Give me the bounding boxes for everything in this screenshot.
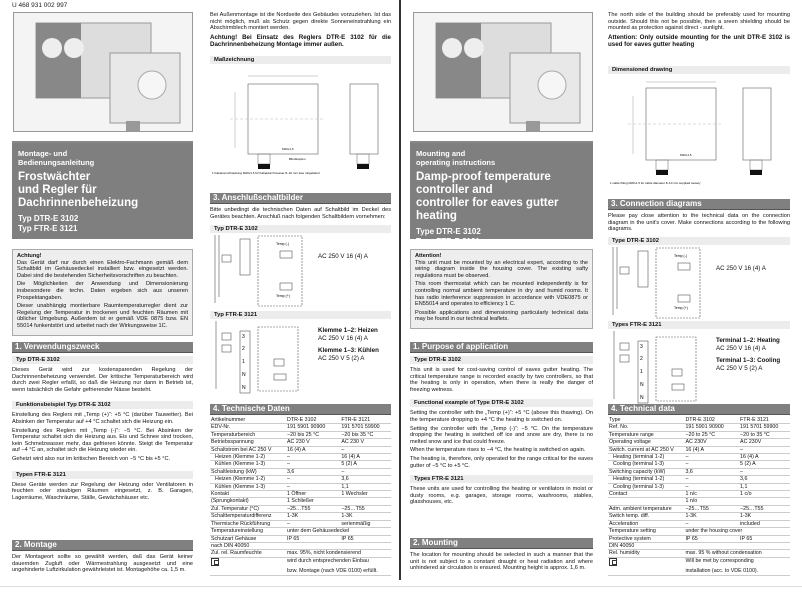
section-heading: 1. Verwendungszweck (12, 342, 193, 353)
table-row (210, 454, 391, 461)
paragraphs (12, 367, 193, 393)
row-label: Temperatureinstellung (210, 528, 286, 535)
cell-value: −25…T55 (684, 505, 739, 512)
cell-value (684, 542, 739, 549)
drawing-section-en (608, 66, 790, 197)
cell-value (340, 498, 391, 505)
paragraph: The location for mounting should be selected in such a manner that the unit is not subject to a constant draught or heat radiation and where unhindered air circulation is ensured. Mounting height is approx. 1,6 m. (410, 552, 593, 572)
subheading: Typ DTR-E 3102 (12, 356, 193, 364)
table-row (210, 431, 391, 438)
paragraph: Die Möglichkeiten der Anwendung und Dimensionierung insbesondere die techn. Daten ergeben sich aus unseren Prospektangaben. (17, 281, 188, 301)
paragraph: This unit must be mounted by an electrical expert, according to the wiring diagram inside the housing cover. The existing safty regulations must be observed. (415, 259, 588, 279)
table-row (608, 520, 790, 527)
table-row (210, 461, 391, 468)
subheading: Funktionsbeispiel Typ DTR-E 3102 (12, 401, 193, 409)
product-photo-en (413, 12, 593, 132)
paragraph: When the temperature rises to −4 °C, the heating is switched on again. (410, 447, 586, 454)
subheading: Maßzeichnung (210, 56, 391, 64)
row-label: Cooling (terminal 1-3) (608, 483, 684, 490)
paragraphs (608, 213, 790, 233)
doc-title: Damp-proof temperature controller and controller for eaves gutter heating (416, 171, 559, 222)
table-row (210, 513, 391, 520)
paragraph: Einstellung des Reglers mit „Temp (+)“: +5 °C (darüber Tauwetter). Bei Absinken der Temperatur auf +4 °C schaltet sich die Heizung ein. (12, 412, 193, 425)
table-row (210, 424, 391, 431)
cell-value: 1-3K (286, 513, 340, 520)
cell-value: IP 65 (286, 535, 340, 542)
cell-value: 1-3K (340, 513, 391, 520)
cell-value: FTR-E 3121 (739, 417, 790, 424)
svg-text:N: N (242, 372, 246, 379)
cell-value: – (739, 446, 790, 453)
page-divider (399, 0, 401, 580)
section-techdata-en (608, 404, 790, 576)
cell-value: 191 5701 59900 (739, 424, 790, 431)
subheading: Typen FTR-E 3121 (12, 471, 193, 479)
section-mounting (12, 540, 193, 576)
dimension-drawing (608, 74, 790, 194)
section-purpose-en (410, 342, 593, 508)
table-row (608, 528, 790, 535)
subheading: Types FTR-E 3121 (410, 475, 593, 483)
doc-subtitle: Mounting and operating instructions (416, 149, 496, 167)
subheading: Typ DTR-E 3102 (210, 225, 391, 233)
table-row (210, 417, 391, 424)
cell-value: 3,6 (286, 468, 340, 475)
cell-value: DTR-E 3102 (684, 417, 739, 424)
cell-value: – (286, 461, 340, 468)
paragraph: Dieses Gerät wird zur kostensparenden Regelung der Dachrinnenbeheizung verwendet. Der kritische Temperaturbereich wird durch zwei Regler erfaßt, so daß die Heizung nur dann in Betrieb ist, wenn tatsächlich die Gefahr gefrierender Nässe besteht. (12, 367, 193, 393)
cell-value: 1-3K (684, 513, 739, 520)
cell-value: 1 Schließer (286, 498, 340, 505)
cell-value: −25…T55 (340, 505, 391, 512)
paragraph: These units are used for controlling the heating or ventilators in moist or dusty rooms, e.g. garages, storage rooms, washrooms, stables, glasshouses, etc. (410, 486, 593, 506)
table-row (608, 550, 790, 557)
cell-value: −20 bis 25 °C (286, 431, 340, 438)
paragraph: This room thermostat which can be mounted independently is for controlling normal ambient temperature in dry and humid rooms. It has radio interference suppression in accordance with VDE0875 or EN55014 and operates to efficiency 1 C. (415, 281, 588, 308)
row-label (210, 568, 286, 575)
cell-value: – (684, 461, 739, 468)
wiring-diagram-dtr (210, 233, 310, 311)
doc-title: Frostwächter und Regler für Dachrinnenbeheizung (18, 171, 139, 209)
table-row (210, 505, 391, 512)
paragraph: Attention: Only outside mounting for the unit DTR-E 3102 is used for eaves gutter heating (608, 33, 790, 48)
cell-value: 1 Wechsler (340, 491, 391, 498)
cell-value: 1 c/o (739, 491, 790, 498)
cell-value: 3,6 (684, 468, 739, 475)
row-label: Betriebsspannung (210, 439, 286, 446)
row-label: Type (608, 417, 684, 424)
paragraph: Setting the controller with the „Temp (+)“: +5 °C (above this thawing). On the temperature dropping to +4 °C the heating is switched on. (410, 410, 593, 423)
cell-value: – (286, 454, 340, 461)
row-label: Ref. No. (608, 424, 684, 431)
doc-types: Type DTR-E 3102 Type FTR-E 3121 (416, 227, 481, 246)
cell-value: 1-3K (739, 513, 790, 520)
doc-subtitle: Montage- und Bedienungsanleitung (18, 149, 95, 167)
row-label: Zul. rel. Raumfeuchte (210, 550, 286, 557)
cell-value: IP 65 (739, 535, 790, 542)
paragraphs (410, 410, 593, 469)
svg-text:1: 1 (242, 359, 245, 366)
cell-value: 16 (4) A (286, 446, 340, 453)
svg-text:1 cable fitting M20x1,5 for ca: 1 cable fitting M20x1,5 for cable diameter 8–10 mm supplied loosely (610, 181, 701, 185)
table-row (608, 468, 790, 475)
cell-value: included (739, 520, 790, 527)
table-row (210, 535, 391, 542)
table-row (210, 439, 391, 446)
doc-types: Typ DTR-E 3102 Typ FTR-E 3121 (18, 214, 79, 233)
title-block-en (410, 143, 593, 246)
row-label: Heating (terminal 1-2) (608, 476, 684, 483)
cell-value: – (286, 483, 340, 490)
table-row (210, 557, 391, 568)
svg-text:Temp (+): Temp (+) (276, 294, 290, 299)
cell-value: 191 5701 59900 (340, 424, 391, 431)
terminal-specs: Klemme 1–2: Heizen AC 250 V 16 (4) A Klemme 1–3: Kühlen AC 250 V 5 (2) A (318, 327, 379, 363)
table-row (608, 557, 790, 568)
cell-value: max. 95 % without condensation (684, 550, 790, 557)
svg-text:1 Kabelverschraubung M20x1,5 f: 1 Kabelverschraubung M20x1,5 für Kabeldurchmesser 8–10 mm lose mitgeliefert (212, 171, 320, 175)
row-label: Schutzart Gehäuse (210, 535, 286, 542)
row-label: Zul. Temperatur (°C) (210, 505, 286, 512)
attention-heading: Attention! (415, 253, 442, 259)
paragraph: This unit is used for cost-saving control of eaves gutter heating. The critical temperature range is recorded exactly by two controllers, so that the heating is only in operation, when there is really the danger of freezing wetness. (410, 367, 593, 393)
section-heading: 2. Montage (12, 540, 193, 551)
wiring-dtr (608, 245, 790, 321)
paragraph: Bei Außenmontage ist die Nordseite des Gebäudes vorzuziehen. Ist das nicht möglich, muß als Schutz gegen direkte Sonneneinstrahlung ein Abschirmblech montiert werden. (210, 12, 391, 32)
row-label: Temperaturbereich (210, 431, 286, 438)
spec-dtr: AC 250 V 16 (4) A (318, 253, 368, 261)
section-mounting-en (410, 538, 593, 574)
wiring-ftr (210, 319, 391, 401)
subheading: Type DTR-E 3102 (608, 237, 790, 245)
ce-mark-icon (609, 558, 617, 566)
table-row (608, 483, 790, 490)
cell-value: −25…T55 (739, 505, 790, 512)
row-label: Schaltstrom bei AC 250 V (210, 446, 286, 453)
svg-text:Temp (+): Temp (+) (674, 305, 688, 310)
paragraphs (410, 552, 593, 572)
row-label: Cooling (terminal 1-3) (608, 461, 684, 468)
section-heading: 3. Connection diagrams (608, 199, 790, 210)
table-row (210, 542, 391, 549)
cell-value: bzw. Montage (nach VDE 0100) erfüllt. (286, 568, 391, 575)
cell-value (739, 542, 790, 549)
paragraph: Achtung! Bei Einsatz des Reglers DTR-E 3102 für die Dachrinnenbeheizung Montage immer außen. (210, 33, 391, 48)
table-row (608, 505, 790, 512)
table-row (210, 468, 391, 475)
svg-text:1: 1 (640, 368, 643, 375)
section-purpose (12, 342, 193, 503)
cell-value: under the housing cover (684, 528, 790, 535)
row-label: Heizen (Klemme 1-2) (210, 454, 286, 461)
cell-value: IP 65 (340, 535, 391, 542)
svg-text:2: 2 (242, 346, 245, 353)
cell-value: IP 65 (684, 535, 739, 542)
row-label: (Sprungkontakt) (210, 498, 286, 505)
cell-value: −25…T55 (286, 505, 340, 512)
row-label: Contact (608, 491, 684, 498)
cell-value: serienmäßig (340, 520, 391, 527)
svg-text:N: N (640, 381, 644, 388)
table-row (210, 476, 391, 483)
paragraphs (12, 412, 193, 462)
paragraphs (12, 554, 193, 574)
cell-value: DTR-E 3102 (286, 417, 340, 424)
table-row (608, 454, 790, 461)
svg-text:2: 2 (640, 355, 643, 362)
attention-text (415, 260, 588, 323)
paragraph: Geheizt wird also nur im kritischen Bereich von −5 °C bis +5 °C. (12, 455, 171, 462)
table-row (608, 446, 790, 453)
cell-value: 1,1 (340, 483, 391, 490)
attention-text (17, 260, 188, 330)
cell-value: 3,6 (340, 476, 391, 483)
row-label: Temperature setting (608, 528, 684, 535)
cell-value: max. 95%, nicht kondensierend (286, 550, 391, 557)
table-row (608, 476, 790, 483)
row-label: Switch. current at AC 250 V (608, 446, 684, 453)
table-row (210, 528, 391, 535)
subheading: Functional example of Type DTR-E 3102 (410, 399, 593, 407)
row-label: Kontakt (210, 491, 286, 498)
cell-value: – (684, 454, 739, 461)
subheading: Types FTR-E 3121 (608, 321, 790, 329)
cell-value: 5 (2) A (340, 461, 391, 468)
row-label: Switch temp. diff. (608, 513, 684, 520)
paragraphs (410, 486, 593, 506)
section-heading: 2. Mounting (410, 538, 593, 549)
table-row (210, 498, 391, 505)
table-row (608, 461, 790, 468)
paragraph: Setting the controller with the „Temp (-)“: −5 °C. On the temperature dropping the heating is switched off ice and snow are dry, there is no melted snow and ice that could freeze. (410, 425, 593, 445)
row-label: Adm. ambient temperature (608, 505, 684, 512)
wiring-diagram-ftr (210, 319, 310, 401)
cell-value: – (340, 468, 391, 475)
table-row (608, 424, 790, 431)
svg-text:N: N (242, 385, 246, 392)
svg-text:Temp (-): Temp (-) (276, 242, 290, 247)
row-label: EDV-Nr. (210, 424, 286, 431)
product-photo (13, 12, 193, 132)
paragraph: The heating is, therefore, only operated for the range critical for the eaves gutter of −5 °C to +5 °C. (410, 455, 593, 469)
table-row (608, 439, 790, 446)
row-label: DIN 40050 (608, 542, 684, 549)
cell-value: 191 5901 90900 (286, 424, 340, 431)
table-row (210, 568, 391, 575)
table-row (608, 431, 790, 438)
attention-heading: Achtung! (17, 253, 42, 259)
cell-value: 191 5901 90900 (684, 424, 739, 431)
wiring-diagram-ftr (608, 329, 708, 409)
document-code: U 468 931 002 997 (12, 2, 68, 9)
paragraph: Please pay close attention to the technical data on the connection diagram in the unit's cover. Make connections according to the following diagrams. (608, 213, 790, 233)
cell-value (340, 542, 391, 549)
section-techdata (210, 404, 391, 576)
section-heading: 4. Technical data (608, 404, 790, 415)
row-label: Protective system (608, 535, 684, 542)
table-row (210, 446, 391, 453)
cell-value: wird durch entsprechenden Einbau (287, 557, 369, 564)
paragraph: Diese Geräte werden zur Regelung der Heizung oder Ventilatoren in feuchten oder staubigen Räumen eingesetzt, z. B. Garagen, Lagerräume, Waschräume, Ställe, Gewächshäuser etc. (12, 481, 193, 501)
row-label: Schaltleistung (kW) (210, 468, 286, 475)
tech-data-table (608, 417, 790, 576)
table-row (608, 535, 790, 542)
paragraph: Possible applications and dimensioning particularly technical data may be found in our technical leaflets. (415, 309, 588, 323)
subheading: Typ FTR-E 3121 (210, 311, 391, 319)
section-heading: 1. Purpose of application (410, 342, 593, 353)
title-block (12, 143, 193, 239)
cell-value: unter dem Gehäusedeckel (286, 528, 391, 535)
cell-value: FTR-E 3121 (340, 417, 391, 424)
thermostat-image (14, 13, 192, 131)
row-label (608, 498, 684, 505)
cell-value: 1 Öffner (286, 491, 340, 498)
table-row (608, 417, 790, 424)
row-label (608, 557, 684, 568)
cell-value: AC 230V (739, 439, 790, 446)
row-label: Kühlen (Klemme 1-3) (210, 461, 286, 468)
subheading: Type DTR-E 3102 (410, 356, 593, 364)
cell-value: AC 230 V (286, 439, 340, 446)
tech-data-table (210, 417, 391, 576)
cell-value: – (684, 483, 739, 490)
paragraphs (410, 367, 593, 393)
terminal-specs: Terminal 1–2: Heating AC 250 V 16 (4) A Terminal 1–3: Cooling AC 250 V 5 (2) A (716, 336, 781, 372)
svg-text:Blindstopfen: Blindstopfen (289, 157, 306, 161)
cell-value: −20 to 25 °C (684, 431, 739, 438)
paragraphs (210, 207, 391, 220)
cell-value: 16 (4) A (340, 454, 391, 461)
row-label: Thermische Rückführung (210, 520, 286, 527)
row-label: Switching capacity (kW) (608, 468, 684, 475)
table-row (608, 542, 790, 549)
cell-value: 1,1 (739, 483, 790, 490)
cell-value: 1 n/o (684, 498, 739, 505)
row-label (608, 568, 684, 575)
cell-value (286, 542, 340, 549)
thermostat-image (414, 13, 592, 131)
paragraph: Dieser unabhängig montierbare Raumtemperaturregler dient zur Regelung der Temperatur in trockenen und feuchten Räumen mit üblicher Umgebung. Außerdem ist er gemäß VDE 0875 bzw. EN 55014 funkentstört und arbeitet nach der Wirkungsweise 1C. (17, 303, 188, 329)
cell-value: – (739, 468, 790, 475)
svg-text:M20x1,5: M20x1,5 (680, 153, 692, 157)
cell-value: AC 230 V (340, 439, 391, 446)
paragraph: Der Montageort sollte so gewählt werden, daß das Gerät keiner dauernden Zugluft oder Wärmestrahlung ausgesetzt und eine ungehinderte Luftzirkulation gewährleistet ist. Montagehöhe ca. 1,5 m. (12, 554, 193, 574)
row-label: Acceleration (608, 520, 684, 527)
cell-value: – (286, 520, 340, 527)
cell-value: 16 (4) A (684, 446, 739, 453)
row-label: nach DIN 40050 (210, 542, 286, 549)
bottom-rule (0, 586, 802, 587)
svg-text:3: 3 (640, 343, 643, 350)
table-row (210, 550, 391, 557)
mounting-continued-en (608, 12, 790, 50)
paragraph: Das Gerät darf nur durch einen Elektro-Fachmann gemäß dem Schaltbild im Gehäusedeckel installiert bzw. eingesetzt werden. Dabei sind die bestehenden Sicherheitsvorschriften zu beachten. (17, 259, 188, 279)
table-row (210, 520, 391, 527)
svg-text:Temp (-): Temp (-) (674, 253, 688, 258)
paragraph: Einstellung des Reglers mit „Temp (-)“: −5 °C. Bei Absinken der Temperatur schaltet sich die Heizung aus. Eis und Schnee sind trocken, kein Schmelzwasser mehr, das gefrieren könnte. Steigt die Temperatur auf −4 °C an, schaltet sich die Heizung wieder ein. (12, 427, 193, 454)
section-connection (210, 193, 391, 401)
attention-box (12, 249, 193, 336)
cell-value: – (286, 476, 340, 483)
cell-value: 16 (4) A (739, 454, 790, 461)
attention-box-en (410, 249, 593, 329)
table-row (210, 483, 391, 490)
row-label: Kühlen (Klemme 1-3) (210, 483, 286, 490)
cell-value: −20 bis 35 °C (340, 431, 391, 438)
row-label: Heizen (Klemme 1-2) (210, 476, 286, 483)
table-row (608, 513, 790, 520)
row-label: Temperature range (608, 431, 684, 438)
table-row (608, 491, 790, 498)
row-label: Rel. humidity (608, 550, 684, 557)
svg-text:N: N (640, 394, 644, 401)
dimension-drawing (210, 64, 391, 184)
row-label (210, 557, 286, 568)
cell-value (739, 498, 790, 505)
paragraph: Bitte unbedingt die technischen Daten auf Schaltbild im Deckel des Gerätes beachten. Anschluß nach folgenden Schaltbildern vornehmen: (210, 207, 391, 220)
section-heading: 4. Technische Daten (210, 404, 391, 415)
mounting-continued (210, 12, 391, 50)
cell-value: installation (acc. to VDE 0100). (684, 568, 790, 575)
svg-text:M20x1,5: M20x1,5 (282, 147, 294, 151)
row-label: Heating (terminal 1-2) (608, 454, 684, 461)
svg-text:3: 3 (242, 334, 245, 341)
cell-value: – (684, 476, 739, 483)
cell-value: 3,6 (739, 476, 790, 483)
paragraph: The north side of the building should be preferably used for mounting outside. Should this not be possible, then a sreen shielding should be mounted as protection against direct - sunlight. (608, 12, 790, 32)
cell-value: – (340, 446, 391, 453)
cell-value: AC 230V (684, 439, 739, 446)
subheading: Dimensioned drawing (608, 66, 790, 74)
paragraphs (12, 482, 193, 502)
wiring-dtr (210, 233, 391, 311)
cell-value: – (684, 520, 739, 527)
table-row (608, 568, 790, 575)
spec-dtr: AC 250 V 16 (4) A (716, 264, 766, 272)
table-row (210, 491, 391, 498)
section-connection-en (608, 199, 790, 409)
ce-mark-icon (211, 558, 219, 566)
row-label: Schalttemperaturdifferenz (210, 513, 286, 520)
cell-value: 5 (2) A (739, 461, 790, 468)
wiring-ftr (608, 329, 790, 409)
section-heading: 3. Anschlußschaltbilder (210, 193, 391, 204)
wiring-diagram-dtr (608, 245, 708, 321)
cell-value: Will be met by corresponding (685, 557, 754, 564)
row-label: Operating voltage (608, 439, 684, 446)
cell-value: 1 n/c (684, 491, 739, 498)
drawing-section (210, 56, 391, 187)
row-label: Artikelnummer (210, 417, 286, 424)
cell-value: −20 to 35 °C (739, 431, 790, 438)
table-row (608, 498, 790, 505)
